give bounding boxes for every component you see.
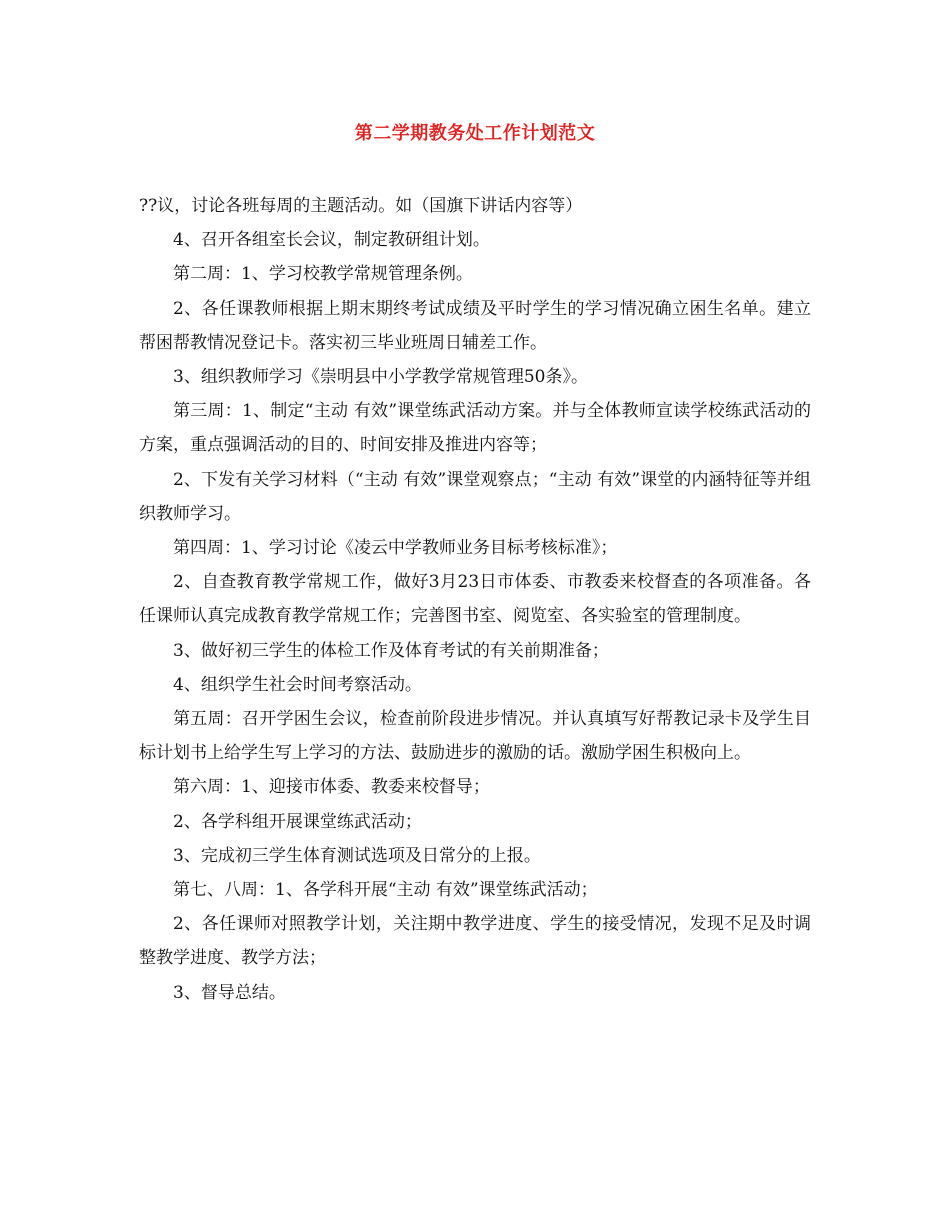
paragraph-2: 4、召开各组室长会议，制定教研组计划。 (173, 230, 490, 251)
paragraph-9: 2、自查教育教学常规工作，做好3月23日市体委、市教委来校督查的各项准备。各任课师认真完成教育教学常规工作；完善图书室、阅览室、各实验室的管理制度。 (139, 572, 811, 627)
document-title: 第二学期教务处工作计划范文 (354, 123, 596, 144)
paragraph-18: 3、督导总结。 (173, 982, 286, 1003)
paragraph-11: 4、组织学生社会时间考察活动。 (173, 674, 422, 695)
paragraph-13: 第六周：1、迎接市体委、教委来校督导； (173, 777, 490, 798)
paragraph-5: 3、组织教师学习《崇明县中小学教学常规管理50条》。 (173, 367, 588, 388)
paragraph-10: 3、做好初三学生的体检工作及体育考试的有关前期准备； (173, 640, 609, 661)
document-body (139, 189, 811, 1010)
paragraph-7: 2、下发有关学习材料（“主动 有效”课堂观察点；“主动 有效”课堂的内涵特征等并组织教师学习。 (139, 469, 811, 524)
paragraph-12: 第五周：召开学困生会议，检查前阶段进步情况。并认真填写好帮教记录卡及学生目标计划书上给学生写上学习的方法、鼓励进步的激励的话。激励学困生积极向上。 (139, 709, 811, 764)
paragraph-3: 第二周：1、学习校教学常规管理条例。 (173, 264, 473, 285)
paragraph-16: 第七、八周：1、各学科开展“主动 有效”课堂练武活动； (173, 880, 598, 901)
paragraph-14: 2、各学科组开展课堂练武活动； (173, 811, 422, 832)
paragraph-15: 3、完成初三学生体育测试选项及日常分的上报。 (173, 845, 541, 866)
paragraph-6: 第三周：1、制定“主动 有效”课堂练武活动方案。并与全体教师宣读学校练武活动的方案，重点强调活动的目的、时间安排及推进内容等； (139, 401, 811, 456)
paragraph-8: 第四周：1、学习讨论《凌云中学教师业务目标考核标准》； (173, 538, 618, 559)
paragraph-17: 2、各任课师对照教学计划，关注期中教学进度、学生的接受情况，发现不足及时调整教学进度、教学方法； (139, 914, 811, 969)
paragraph-4: 2、各任课教师根据上期末期终考试成绩及平时学生的学习情况确立困生名单。建立帮困帮教情况登记卡。落实初三毕业班周日辅差工作。 (139, 298, 811, 353)
paragraph-1: ??议，讨论各班每周的主题活动。如（国旗下讲话内容等） (139, 196, 583, 216)
